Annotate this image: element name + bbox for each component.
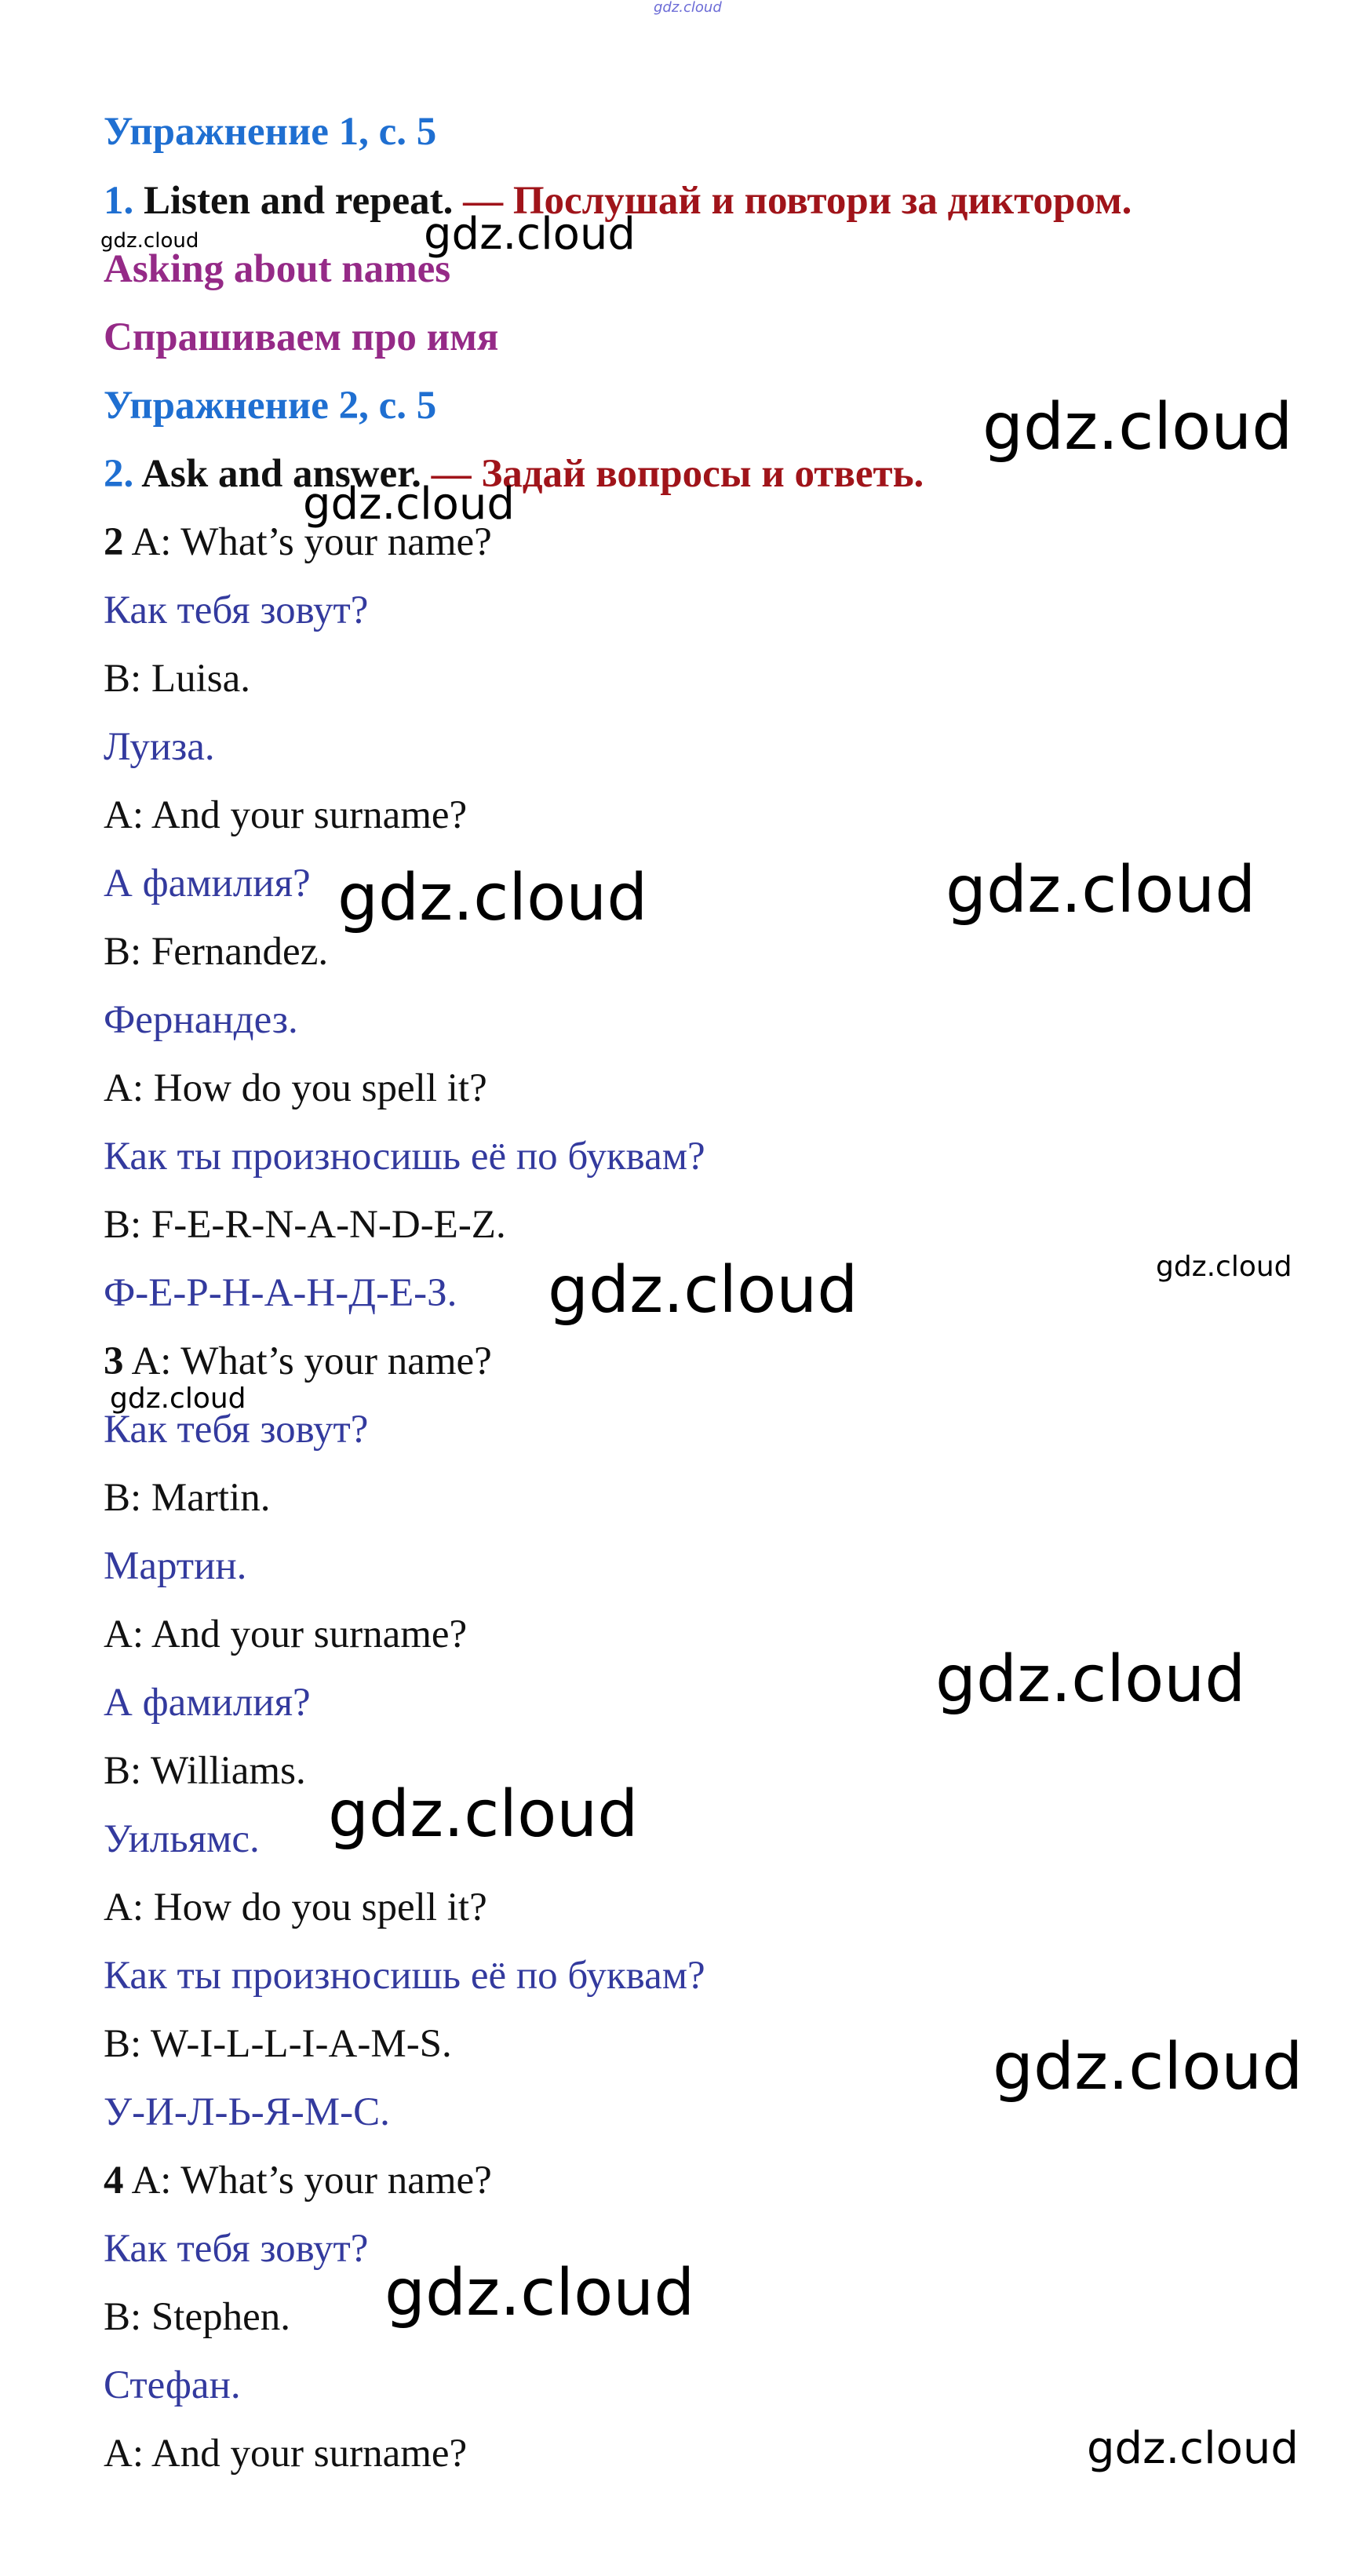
dialogue-line-ru: Мартин. xyxy=(104,1544,247,1588)
instruction-russian: — Послушай и повтори за диктором. xyxy=(463,179,1132,223)
watermark: gdz.cloud xyxy=(100,229,199,253)
dialogue-line-en: B: Martin. xyxy=(104,1476,271,1520)
watermark: gdz.cloud xyxy=(384,2256,695,2330)
dialogue-line-en: B: Stephen. xyxy=(104,2295,290,2339)
watermark: gdz.cloud xyxy=(654,0,722,16)
watermark: gdz.cloud xyxy=(328,1777,639,1852)
dialogue-line-ru: Луиза. xyxy=(104,725,215,769)
dialogue-line-en: B: W-I-L-L-I-A-M-S. xyxy=(104,2022,452,2066)
exercise-1-heading: Упражнение 1, с. 5 xyxy=(104,110,437,154)
dialogue-text: A: What’s your name? xyxy=(131,1339,492,1383)
dialogue-number: 3 xyxy=(104,1339,124,1383)
dialogue-line-ru: Как тебя зовут? xyxy=(104,1408,369,1452)
dialogue-line-ru: Фернандез. xyxy=(104,998,298,1042)
dialogue-line-en: A: And your surname? xyxy=(104,793,468,837)
dialogue-line-en xyxy=(104,2157,492,2204)
dialogue-text: A: What’s your name? xyxy=(131,520,492,564)
watermark: gdz.cloud xyxy=(982,390,1293,465)
watermark: gdz.cloud xyxy=(935,1642,1246,1717)
watermark: gdz.cloud xyxy=(946,853,1256,927)
dialogue-line-en: B: Williams. xyxy=(104,1749,306,1793)
watermark: gdz.cloud xyxy=(110,1383,246,1415)
subtitle-russian: Спрашиваем про имя xyxy=(104,315,499,359)
dialogue-line-ru: У-И-Л-Ь-Я-М-С. xyxy=(104,2090,390,2134)
watermark: gdz.cloud xyxy=(1087,2423,1299,2474)
dialogue-line-en: B: F-E-R-N-A-N-D-E-Z. xyxy=(104,1203,506,1247)
instruction-english: Listen and repeat. xyxy=(144,179,454,223)
dialogue-line-ru: А фамилия? xyxy=(104,862,311,905)
dialogue-line-en xyxy=(104,1338,492,1385)
dialogue-line-en: A: How do you spell it? xyxy=(104,1066,487,1110)
dialogue-line-en: A: And your surname? xyxy=(104,1612,468,1656)
watermark: gdz.cloud xyxy=(548,1253,858,1328)
dialogue-text: A: What’s your name? xyxy=(131,2159,492,2203)
dialogue-line-en: B: Fernandez. xyxy=(104,930,329,974)
dialogue-line-ru: Как тебя зовут? xyxy=(104,2227,369,2271)
dialogue-number: 2 xyxy=(104,520,124,564)
dialogue-line-ru: Стефан. xyxy=(104,2363,241,2407)
watermark: gdz.cloud xyxy=(1156,1251,1292,1283)
instruction-number: 2. xyxy=(104,452,134,496)
dialogue-line-en: B: Luisa. xyxy=(104,657,250,701)
dialogue-line-ru: Уильямс. xyxy=(104,1817,260,1861)
dialogue-line-en: A: And your surname? xyxy=(104,2432,468,2476)
instruction-english: Ask and answer. xyxy=(141,452,421,496)
dialogue-number: 4 xyxy=(104,2159,124,2203)
watermark: gdz.cloud xyxy=(337,861,648,935)
exercise-2-heading: Упражнение 2, с. 5 xyxy=(104,384,437,428)
dialogue-line-ru: А фамилия? xyxy=(104,1681,311,1725)
dialogue-line-en: A: How do you spell it? xyxy=(104,1886,487,1929)
watermark: gdz.cloud xyxy=(424,209,636,260)
instruction-russian: — Задай вопросы и ответь. xyxy=(431,452,924,496)
dialogue-line-ru: Как ты произносишь её по буквам? xyxy=(104,1135,705,1179)
subtitle-english: Asking about names xyxy=(104,247,451,291)
watermark: gdz.cloud xyxy=(993,2030,1303,2104)
dialogue-line-ru: Как тебя зовут? xyxy=(104,588,369,632)
dialogue-line-ru: Как ты произносишь её по буквам? xyxy=(104,1954,705,1998)
dialogue-line-ru: Ф-Е-Р-Н-А-Н-Д-Е-З. xyxy=(104,1271,457,1315)
watermark: gdz.cloud xyxy=(303,479,515,530)
instruction-number: 1. xyxy=(104,179,134,223)
